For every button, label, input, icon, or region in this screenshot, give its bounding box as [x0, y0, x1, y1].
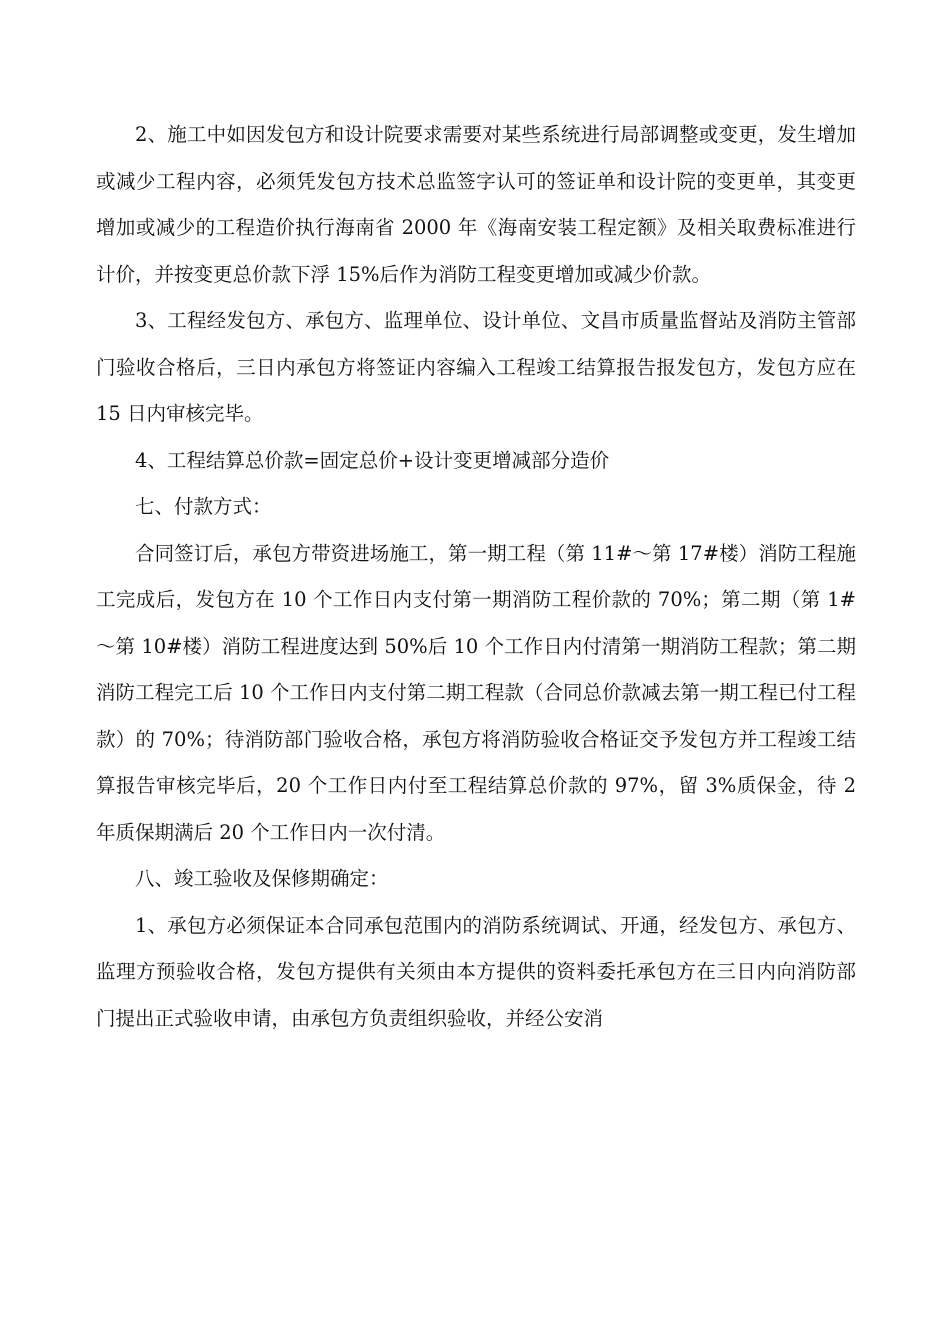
paragraph-acceptance-procedure: 1、承包方必须保证本合同承包范围内的消防系统调试、开通，经发包方、承包方、监理方预验收合格，发包方提供有关须由本方提供的资料委托承包方在三日内向消防部门提出正式验收申请，由承包方负责组织验收，并经公安消	[96, 913, 856, 1030]
section-heading-acceptance-warranty: 八、竣工验收及保修期确定：	[135, 867, 389, 890]
paragraph-change-pricing: 2、施工中如因发包方和设计院要求需要对某些系统进行局部调整或变更，发生增加或减少工程内容，必须凭发包方技术总监签字认可的签证单和设计院的变更单，其变更增加或减少的工程造价执行海南省 2000 年《海南安装工程定额》及相关取费标准进行计价，并按变更总价款下浮 15%后作为消防工程变更增加或减少价款。	[96, 123, 856, 286]
section-heading-payment: 七、付款方式：	[135, 495, 272, 518]
paragraph-acceptance-settlement: 3、工程经发包方、承包方、监理单位、设计单位、文昌市质量监督站及消防主管部门验收合格后，三日内承包方将签证内容编入工程竣工结算报告报发包方，发包方应在 15 日内审核完毕。	[96, 309, 856, 425]
paragraph-payment-terms: 合同签订后，承包方带资进场施工，第一期工程（第 11#～第 17#楼）消防工程施工完成后，发包方在 10 个工作日内支付第一期消防工程价款的 70%；第二期（第 1#～第 10#楼）消防工程进度达到 50%后 10 个工作日内付清第一期消防工程款；第二期消防工程完工后 10 个工作日内支付第二期工程款（合同总价款减去第一期工程已付工程款）的 70%；待消防部门验收合格，承包方将消防验收合格证交予发包方并工程竣工结算报告审核完毕后，20 个工作日内付至工程结算总价款的 97%，留 3%质保金，待 2 年质保期满后 20 个工作日内一次付清。	[96, 541, 856, 844]
paragraph-total-price-formula: 4、工程结算总价款=固定总价+设计变更增减部分造价	[135, 448, 610, 472]
document-page	[96, 112, 856, 1042]
